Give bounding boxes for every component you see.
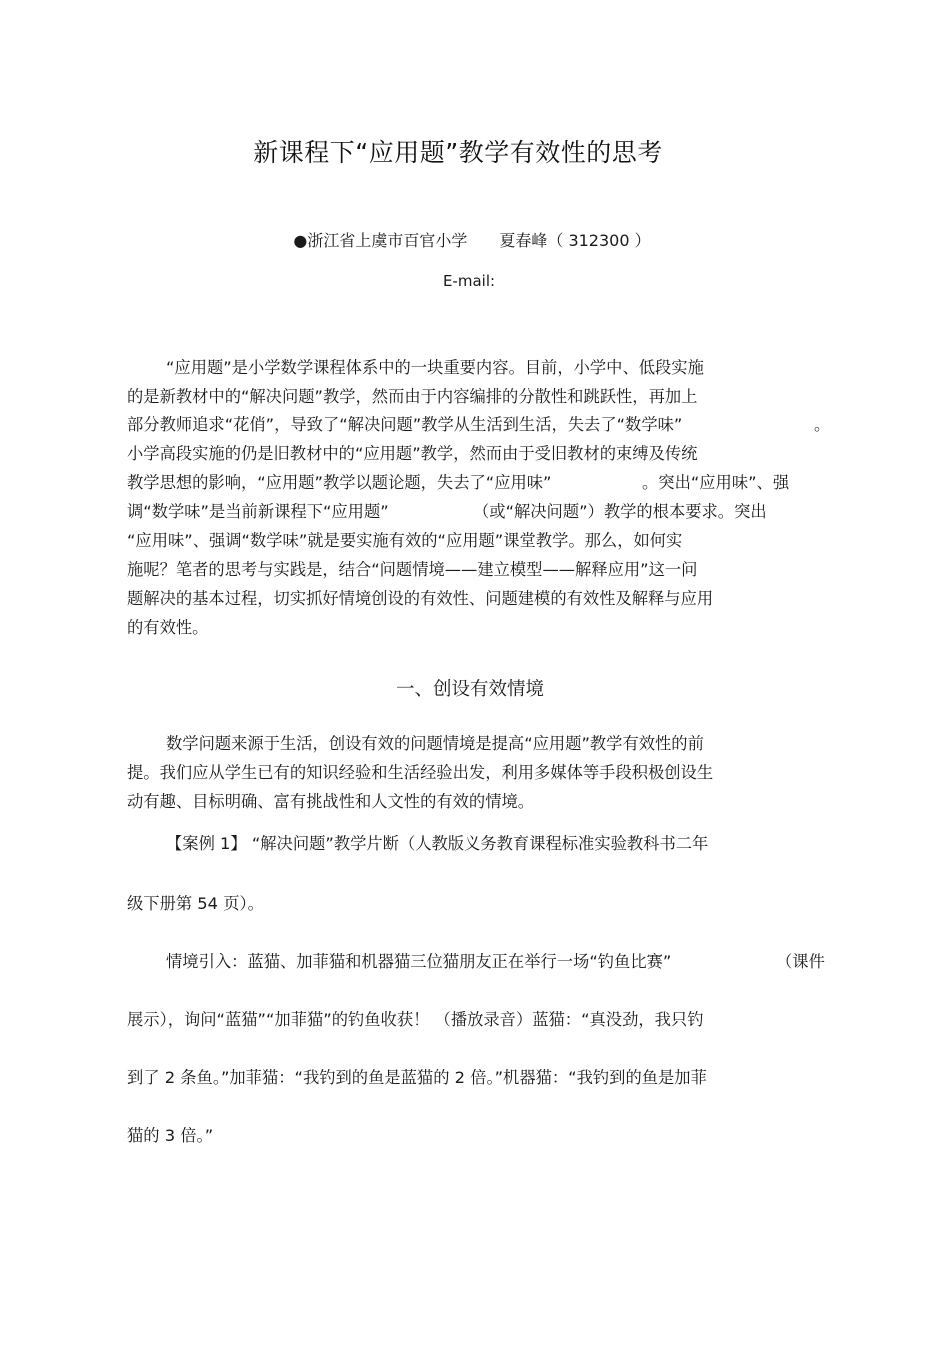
section1-line-1: 数学问题来源于生活，创设有效的问题情境是提高“应用题”教学有效性的前 (166, 734, 704, 753)
abstract-line-7: “应用味”、强调“数学味”就是要实施有效的“应用题”课堂教学。那么，如何实 (127, 531, 683, 550)
abstract-line-6-tail: （或“解决问题”）教学的根本要求。突出 (473, 502, 767, 521)
case1-line-2: 级下册第 54 页）。 (127, 894, 264, 913)
email-line: E-mail: (442, 272, 496, 290)
case1-line-1: 【案例 1】 “解决问题”教学片断（人教版义务教育课程标准实验教科书二年 (166, 834, 709, 853)
abstract-line-8: 施呢？笔者的思考与实践是，结合“问题情境——建立模型——解释应用”这一问 (127, 560, 698, 579)
abstract-line-1: “应用题”是小学数学课程体系中的一块重要内容。目前，小学中、低段实施 (166, 358, 704, 377)
scenario-line-1: 情境引入：蓝猫、加菲猫和机器猫三位猫朋友正在举行一场“钓鱼比赛” (166, 952, 672, 971)
abstract-line-6: 调“数学味”是当前新课程下“应用题” (127, 502, 389, 521)
abstract-line-10: 的有效性。 (127, 618, 209, 637)
scenario-line-3: 到了 2 条鱼。”加菲猫：“我钓到的鱼是蓝猫的 2 倍。”机器猫：“我钓到的鱼是加菲 (127, 1068, 707, 1087)
section-heading-1: 一、创设有效情境 (395, 679, 544, 700)
abstract-line-3-tail: 。 (814, 415, 831, 434)
abstract-line-9: 题解决的基本过程，切实抓好情境创设的有效性、问题建模的有效性及解释与应用 (127, 589, 714, 608)
scenario-line-2: 展示），询问“蓝猫”“加菲猫”的钓鱼收获！ （播放录音）蓝猫：“真没劲，我只钓 (127, 1010, 704, 1029)
abstract-line-2: 的是新教材中的“解决问题”教学，然而由于内容编排的分散性和跳跃性，再加上 (127, 387, 698, 406)
abstract-line-5-tail: 。突出“应用味”、强 (642, 473, 790, 492)
scenario-line-1-tail: （课件 (776, 952, 825, 971)
article-title: 新课程下“应用题”教学有效性的思考 (253, 138, 663, 167)
abstract-line-5: 教学思想的影响，“应用题”教学以题论题，失去了“应用味” (127, 473, 552, 492)
abstract-line-4: 小学高段实施的仍是旧教材中的“应用题”教学，然而由于受旧教材的束缚及传统 (127, 444, 698, 463)
section1-line-3: 动有趣、目标明确、富有挑战性和人文性的有效的情境。 (127, 792, 535, 811)
scenario-line-4: 猫的 3 倍。” (127, 1126, 214, 1145)
author-line: ●浙江省上虞市百官小学 夏春峰（ 312300 ） (293, 231, 651, 250)
section1-line-2: 提。我们应从学生已有的知识经验和生活经验出发，利用多媒体等手段积极创设生 (127, 763, 714, 782)
abstract-line-3: 部分教师追求“花俏”，导致了“解决问题”教学从生活到生活，失去了“数学味” (127, 415, 683, 434)
